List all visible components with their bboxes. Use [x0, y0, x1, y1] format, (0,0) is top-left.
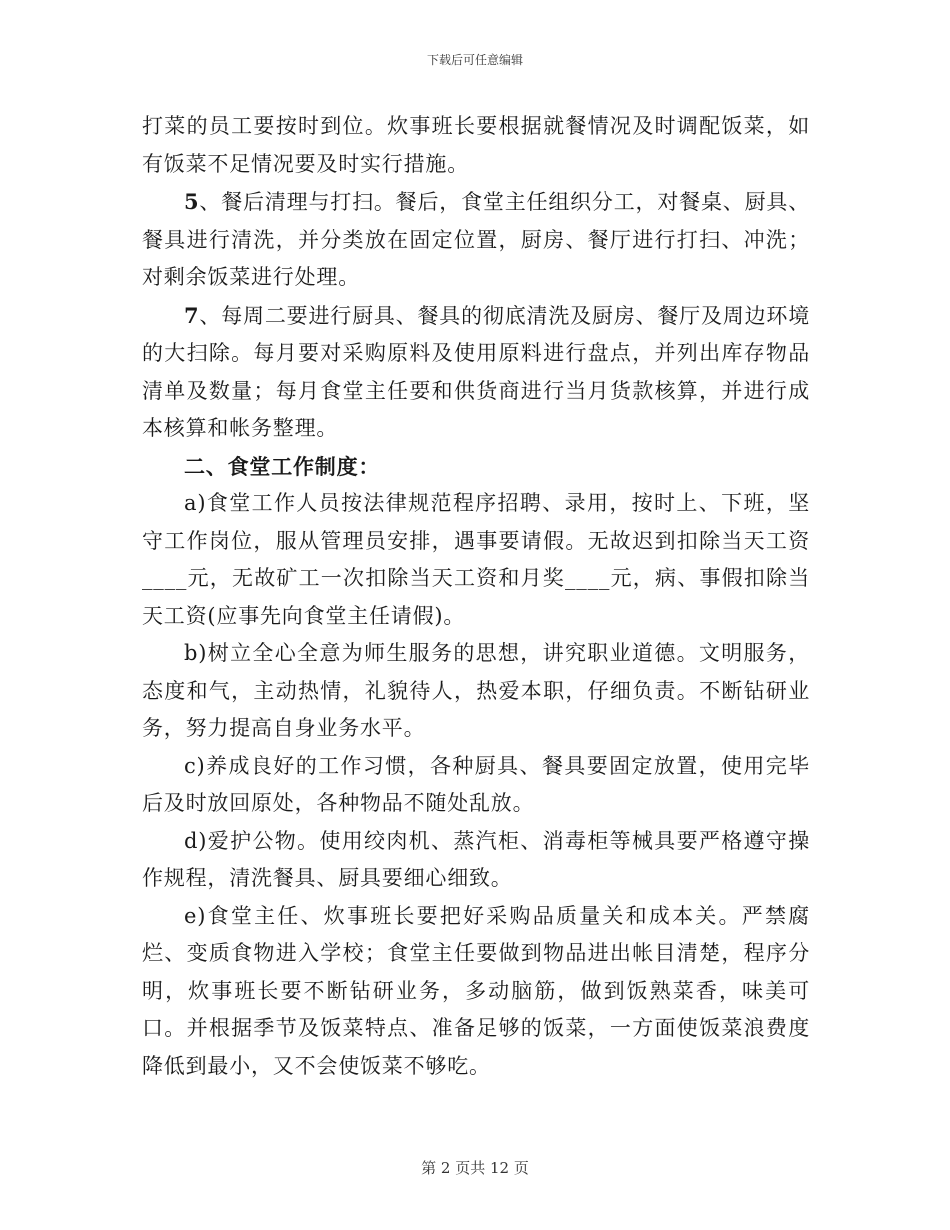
paragraph-rule-d: d)爱护公物。使用绞肉机、蒸汽柜、消毒柜等械具要严格遵守操作规程，清洗餐具、厨具要细心细致。: [142, 828, 810, 890]
item-number: 7: [184, 302, 200, 328]
paragraph-rule-b: b)树立全心全意为师生服务的思想，讲究职业道德。文明服务，态度和气，主动热情，礼貌待人，热爱本职，仔细负责。不断钻研业务，努力提高自身业务水平。: [142, 641, 810, 740]
document-body: [142, 108, 810, 1085]
paragraph-continued: 打菜的员工要按时到位。炊事班长要根据就餐情况及时调配饭菜，如有饭菜不足情况要及时实行措施。: [142, 114, 810, 176]
paragraph-rule-c: c)养成良好的工作习惯，各种厨具、餐具要固定放置，使用完毕后及时放回原处，各种物品不随处乱放。: [142, 753, 810, 815]
item-number: 5: [184, 189, 200, 214]
page-header: 下载后可任意编辑: [426, 53, 523, 67]
paragraph-item-7: [142, 297, 810, 448]
paragraph-rule-e: e)食堂主任、炊事班长要把好采购品质量关和成本关。严禁腐烂、变质食物进入学校；食堂主任要做到物品进出帐目清楚，程序分明，炊事班长要不断钻研业务，多动脑筋，做到饭熟菜香，味美可口。并根据季节及饭菜特点、准备足够的饭菜，一方面使饭菜浪费度降低到最小，又不会使饭菜不够吃。: [142, 903, 810, 1078]
page-footer: 第 2 页共 12 页: [421, 1159, 529, 1177]
paragraph-rule-a: a)食堂工作人员按法律规范程序招聘、录用，按时上、下班，坚守工作岗位，服从管理员安排，遇事要请假。无故迟到扣除当天工资____元，无故矿工一次扣除当天工资和月奖____元，病、事假扣除当天工资(应事先向食堂主任请假)。: [142, 491, 810, 628]
section-heading: 二、食堂工作制度：: [184, 453, 381, 479]
paragraph-text: 、餐后清理与打扫。餐后，食堂主任组织分工，对餐桌、厨具、餐具进行清洗，并分类放在固定位置，厨房、餐厅进行打扫、冲洗；对剩余饭菜进行处理。: [142, 190, 810, 289]
paragraph-text: 、每周二要进行厨具、餐具的彻底清洗及厨房、餐厅及周边环境的大扫除。每月要对采购原料及使用原料进行盘点，并列出库存物品清单及数量；每月食堂主任要和供货商进行当月货款核算，并进行成本核算和帐务整理。: [142, 303, 810, 440]
paragraph-item-5: [142, 183, 810, 297]
